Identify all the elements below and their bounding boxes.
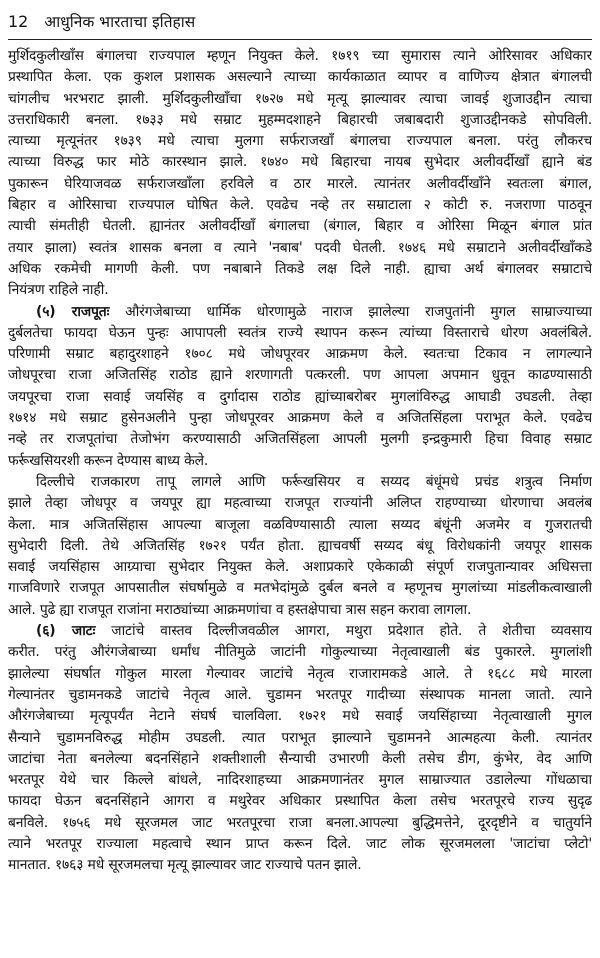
text-line: फर्रूखसियरशी करून देण्यास बाध्य केले. <box>8 452 209 469</box>
text-line: चांगलीच भरभराट झाली. मुर्शिदकुलीखाँचा १७२७ मधे मृत्यू झाल्यावर त्याचा जावई शुजाउद्दीन त्याचा <box>8 90 592 107</box>
text-line: फायदा घेऊन बदनसिंहाने आगरा व मथुरेवर अधिकार प्रस्थापित केला तसेच भरतपूरचे राज्य सुदृढ <box>8 793 592 810</box>
text-line: जाटांचा नेता बनलेल्या बदनसिंहाने शक्तीशाली सैन्याची उभारणी केली तसेच डीग, कुंभेर, वेद आणि <box>8 750 592 767</box>
text-line: करीत. परंतु औरंगजेबाच्या धर्मांध नीतिमुळे जाटांनी गोकुल्याच्या नेतृत्वाखाली बंड पुकारले. मुगलांशी <box>8 644 592 661</box>
section-heading-jat: (६) जाटः <box>36 623 96 640</box>
text-line: गाजविणारे राजपूत आपसातील संघर्षामुळे व मतभेदांमुळे दुर्बल बनले व म्हणूनच मुगलांच्या मांडलीकत्वाखाली <box>8 580 592 597</box>
text-line: १७१४ मधे सम्राट हुसेनअलीने पुन्हा जोधपूरवर आक्रमण केले व अजितसिंहला पराभूत केले. एवढेच <box>8 410 592 427</box>
text-line: मुर्शिदकुलीखाँस बंगालचा राज्यपाल म्हणून नियुक्त केले. १७१९ च्या सुमारास त्याने ओरिसावर अधिकार <box>8 48 592 64</box>
page-header <box>8 10 592 34</box>
text-line: प्रस्थापित केला. एक कुशल प्रशासक असल्याने त्याच्या कार्यकाळात व्यापर व वाणिज्य क्षेत्रात बंगालची <box>8 69 592 86</box>
text-line: त्याची संमतीही घेतली. ह्यानंतर अलीवर्दीखाँ बंगालचा (बंगाल, बिहार व ओरिसा मिळून बंगाल प्रांत <box>8 218 592 235</box>
section-heading-rajput: (५) राजपूतः <box>36 303 110 320</box>
text-line: जयपूरचा राजा सवाई जयसिंह व दुर्गादास राठोड ह्यांच्याबरोबर मुगलांविरुद्ध आघाडी उघडली. तेव्हा <box>8 388 592 405</box>
text-line: नव्हे तर राजपूतांचा तेजोभंग करण्यासाठी अजितसिंहला आपली मुलगी इन्द्रकुमारी हिचा विवाह सम्राट <box>8 431 592 448</box>
body-text <box>8 46 592 877</box>
text-line: अधिक रकमेची मागणी केली. पण नबाबाने तिकडे लक्ष दिले नाही. ह्याचा अर्थ बंगालवर सम्राटाचे <box>8 260 592 277</box>
text-line: त्याने भरतपूर राज्याला महत्वाचे स्थान प्राप्त करून दिले. जाट लोक सूरजमलला 'जाटांचा प्लेटो' <box>8 835 592 852</box>
text-line: बनविले. १७५६ मधे सूरजमल जाट भरतपूरचा राजा बनला.आपल्या बुद्धिमत्तेने, दूरदृष्टीने व चातुर्याने <box>8 814 592 831</box>
text-line: उत्तराधिकारी बनला. १७३३ मधे सम्राट मुहम्मदशाहने बिहारची जबाबदारी शुजाउद्दीनकडे सोपविली. <box>8 111 592 128</box>
text-line: त्याच्या मृत्यूनंतर १७३९ मधे त्याचा मुलगा सर्फराजखाँ बंगालचा राज्यपाल बनला. परंतु लौकरच <box>8 133 592 150</box>
text-line: औरंगजेबाच्या मृत्यूपर्यंत नेटाने संघर्ष चालविला. १७२१ मधे सवाई जयसिंहाच्या नेतृत्वाखाली मुगल <box>8 708 592 725</box>
section-first-line <box>8 302 592 323</box>
text-line: गेल्यानंतर चुडामनकडे जाटांचे नेतृत्व आले. चुडामन भरतपूर गादीच्या संस्थापक मानला जातो. त्याने <box>8 686 592 703</box>
page-number: 12 <box>8 12 29 31</box>
header-divider <box>8 39 592 40</box>
text-line: त्याच्या विरुद्ध फार मोठे कारस्थान झाले. १७४० मधे बिहारचा नायब सुभेदार अलीवर्दीखाँ ह्याने बंड <box>8 154 592 171</box>
text-line: बिहार व ओरिसाचा राज्यपाल घोषित केले. एवढेच नव्हे तर सम्राटाला २ कोटी रु. नजराणा पाठवून <box>8 197 592 214</box>
text-line: जोधपूरचा राजा अजितसिंह राठोड ह्याने शरणागती पत्करली. पण आपला अपमान धुवून काढण्यासाठी <box>8 367 592 384</box>
text-line: सुभेदारी दिली. तेथे अजितसिंह १७२१ पर्यंत होता. ह्याचवर्षी सय्यद बंधू विरोधकांनी जयपूर शासक <box>8 537 592 554</box>
text-line: दिल्लीचे राजकारण तापू लागले आणि फर्रूखसियर व सय्यद बंधूंमधे प्रचंड शत्रुत्व निर्माण <box>36 473 592 490</box>
text-line: तयार झाला) स्वतंत्र शासक बनला व त्याने 'नबाब' पदवी घेतली. १७४६ मधे सम्राटाने अलीवर्दीखाँकडे <box>8 239 592 256</box>
text-line: परिणामी सम्राट बहादुरशाहने १७०८ मधे जोधपूरवर आक्रमण केले. स्वतःचा टिकाव न लागल्याने <box>8 346 592 363</box>
text-line: केला. मात्र अजितसिंहास आपल्या बाजूला वळविण्यासाठी त्याला सय्यद बंधूंनी अजमेर व गुजरातची <box>8 516 592 533</box>
text-line: सैन्याने चुडामनविरुद्ध मोहीम उघडली. त्यात पराभूत झाल्याने चुडामनने आत्महत्या केली. त्यानंतर <box>8 729 592 746</box>
text-line: झालेल्या संघर्षात गोकुल मारला गेल्यावर जाटांचे नेतृत्व राजारामकडे आले. ते १६८८ मधे मारला <box>8 665 592 682</box>
text-line: सवाई जयसिंहास आग्र्याचा सुभेदार नियुक्त केले. अशाप्रकारे एकेकाळी संपूर्ण राजपुतान्यावर अधिसत्ता <box>8 559 592 576</box>
text-line: भरतपूर येथे चार किल्ले बांधले, नादिरशाहच्या आक्रमणानंतर मुगल साम्राज्यात उडालेल्या गोंधळाचा <box>8 772 592 789</box>
book-title: आधुनिक भारताचा इतिहास <box>44 13 196 31</box>
text-line: नियंत्रण राहिले नाही. <box>8 282 109 299</box>
section-first-line <box>8 621 592 642</box>
text-line: पुकारून घेरियाजवळ सर्फराजखाँला हरविले व ठार मारले. त्यानंतर अलीवर्दीखाँने स्वतःला बंगाल, <box>8 175 592 192</box>
text-line: झाले तेव्हा जोधपूर व जयपूर ह्या महत्वाच्या राजपूत राज्यांनी अलिप्त राहण्याच्या धोरणाचा अवलंब <box>8 495 592 512</box>
text-line: आले. पुढे ह्या राजपूत राजांना मराठ्यांच्या आक्रमणांचा व हस्तक्षेपाचा त्रास सहन करावा लागला. <box>8 601 472 618</box>
text-line: दुर्बलतेचा फायदा घेऊन पुन्हः आपापली स्वतंत्र राज्ये स्थापन करून त्यांच्या विस्ताराचे धोरण अवलंबिले. <box>8 324 592 341</box>
text-span: औरंगजेबाच्या धार्मिक धोरणामुळे नाराज झालेल्या राजपुतांनी मुगल साम्राज्याच्या <box>109 303 592 320</box>
text-line: मानतात. १७६३ मधे सूरजमलचा मृत्यू झाल्यावर जाट राज्याचे पतन झाले. <box>8 857 362 874</box>
text-span: जाटांचे वास्तव दिल्लीजवळील आगरा, मथुरा प्रदेशात होते. ते शेतीचा व्यवसाय <box>95 623 592 640</box>
